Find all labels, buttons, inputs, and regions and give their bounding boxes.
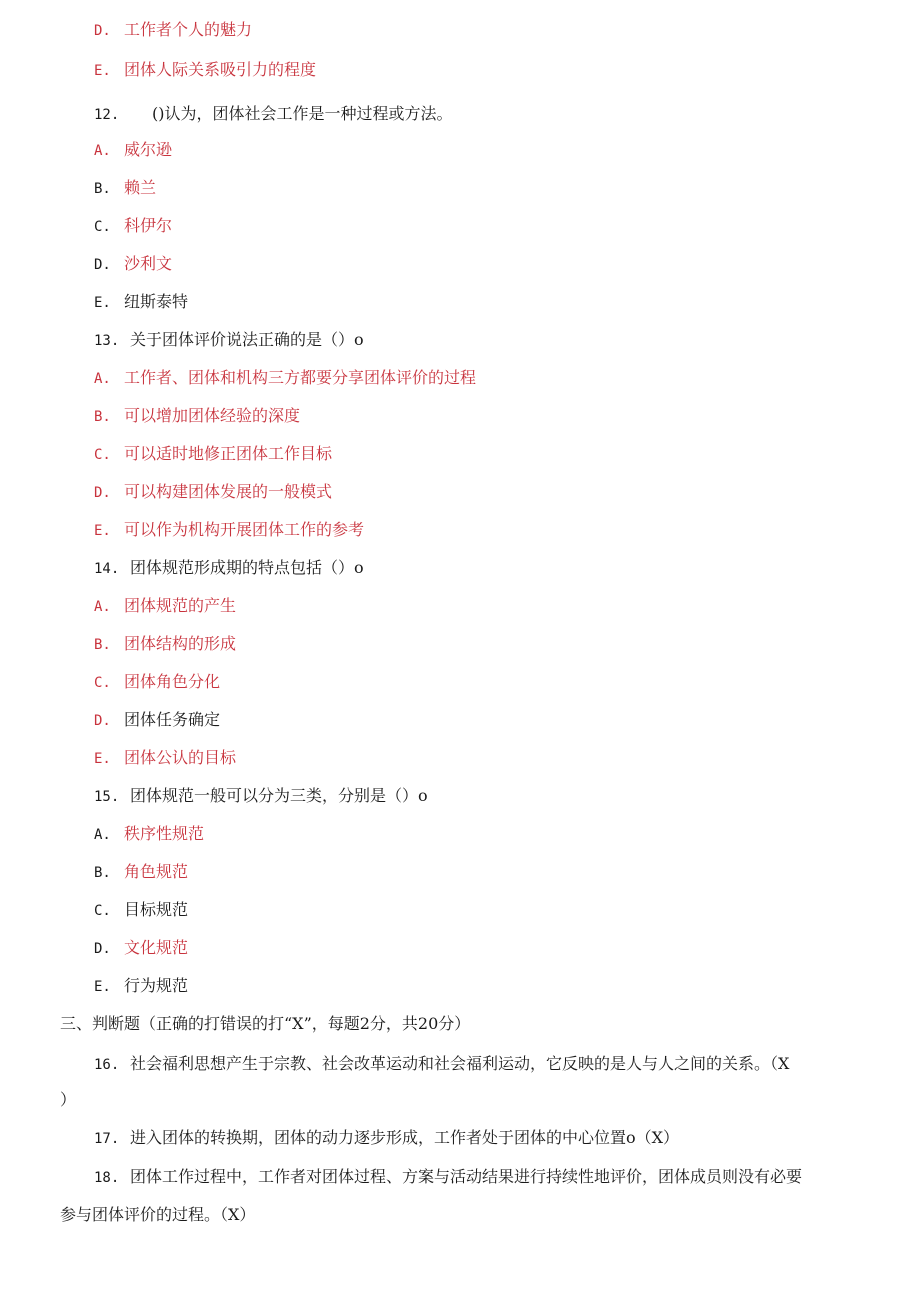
question-text: 团体工作过程中，工作者对团体过程、方案与活动结果进行持续性地评价，团体成员则没有必要 xyxy=(130,1167,803,1186)
q17-stem xyxy=(94,1128,679,1149)
question-text: ()认为，团体社会工作是一种过程或方法。 xyxy=(152,104,453,123)
q12-stem xyxy=(94,104,453,125)
option-text: 可以构建团体发展的一般模式 xyxy=(124,482,333,501)
option-text: 角色规范 xyxy=(124,862,189,881)
option-letter: C. xyxy=(94,219,111,235)
option-letter: A. xyxy=(94,599,111,615)
q15-option-a xyxy=(94,824,204,845)
question-number: 15. xyxy=(94,789,120,805)
q13-option-a xyxy=(94,368,476,389)
q14-option-b xyxy=(94,634,236,655)
option-text: 可以增加团体经验的深度 xyxy=(124,406,301,425)
q15-option-c xyxy=(94,900,188,921)
q18-line2: 参与团体评价的过程。（X） xyxy=(60,1205,256,1224)
option-text: 团体人际关系吸引力的程度 xyxy=(124,60,317,79)
option-text: 工作者、团体和机构三方都要分享团体评价的过程 xyxy=(124,368,477,387)
option-letter: B. xyxy=(94,865,111,881)
option-text: 威尔逊 xyxy=(124,140,173,159)
option-letter: B. xyxy=(94,637,111,653)
option-text: 团体任务确定 xyxy=(124,710,221,729)
question-number: 18. xyxy=(94,1170,120,1186)
question-text: 社会福利思想产生于宗教、社会改革运动和社会福利运动，它反映的是人与人之间的关系。（X xyxy=(130,1054,790,1073)
q16-line2: ） xyxy=(60,1090,77,1109)
option-text: 赖兰 xyxy=(124,178,157,197)
option-text: 科伊尔 xyxy=(124,216,173,235)
question-number: 12. xyxy=(94,107,120,123)
option-letter: A. xyxy=(94,143,111,159)
option-letter: D. xyxy=(94,23,111,39)
question-number: 16. xyxy=(94,1057,120,1073)
q13-option-d xyxy=(94,482,332,503)
option-letter: B. xyxy=(94,181,111,197)
option-text: 纽斯泰特 xyxy=(124,292,189,311)
option-letter: D. xyxy=(94,485,111,501)
question-number: 17. xyxy=(94,1131,120,1147)
option-text: 秩序性规范 xyxy=(124,824,205,843)
option-text: 沙利文 xyxy=(124,254,173,273)
q14-option-a xyxy=(94,596,236,617)
option-letter: D. xyxy=(94,257,111,273)
q12-option-d xyxy=(94,254,172,275)
q18-line1 xyxy=(94,1167,802,1188)
q13-stem xyxy=(94,330,364,351)
q14-option-d xyxy=(94,710,220,731)
option-text: 文化规范 xyxy=(124,938,189,957)
q13-option-c xyxy=(94,444,332,465)
section-heading: 三、判断题（正确的打错误的打“X”，每题2分，共20分） xyxy=(60,1014,471,1033)
q15-option-e xyxy=(94,976,188,997)
q12-option-b xyxy=(94,178,156,199)
q16-line1 xyxy=(94,1054,789,1075)
q11-option-d xyxy=(94,20,252,41)
q12-option-c xyxy=(94,216,172,237)
q14-option-c xyxy=(94,672,220,693)
option-text: 工作者个人的魅力 xyxy=(124,20,253,39)
option-letter: E. xyxy=(94,295,111,311)
option-letter: A. xyxy=(94,827,111,843)
question-text: 进入团体的转换期，团体的动力逐步形成，工作者处于团体的中心位置o（X） xyxy=(130,1128,680,1147)
option-text: 可以适时地修正团体工作目标 xyxy=(124,444,333,463)
q15-option-d xyxy=(94,938,188,959)
q12-option-a xyxy=(94,140,172,161)
q14-option-e xyxy=(94,748,236,769)
option-letter: D. xyxy=(94,941,111,957)
option-letter: C. xyxy=(94,675,111,691)
q15-option-b xyxy=(94,862,188,883)
question-number: 13. xyxy=(94,333,120,349)
option-text: 团体结构的形成 xyxy=(124,634,237,653)
q14-stem xyxy=(94,558,364,579)
option-letter: E. xyxy=(94,63,111,79)
question-number: 14. xyxy=(94,561,120,577)
option-text: 行为规范 xyxy=(124,976,189,995)
option-letter: C. xyxy=(94,903,111,919)
q11-option-e xyxy=(94,60,316,81)
question-text: 团体规范形成期的特点包括（）o xyxy=(130,558,364,577)
option-letter: E. xyxy=(94,751,111,767)
option-letter: E. xyxy=(94,523,111,539)
option-letter: D. xyxy=(94,713,111,729)
option-text: 团体公认的目标 xyxy=(124,748,237,767)
option-letter: A. xyxy=(94,371,111,387)
q13-option-e xyxy=(94,520,364,541)
option-letter: B. xyxy=(94,409,111,425)
option-text: 团体角色分化 xyxy=(124,672,221,691)
option-letter: C. xyxy=(94,447,111,463)
option-text: 团体规范的产生 xyxy=(124,596,237,615)
question-text: 关于团体评价说法正确的是（）o xyxy=(130,330,364,349)
option-letter: E. xyxy=(94,979,111,995)
q13-option-b xyxy=(94,406,300,427)
option-text: 目标规范 xyxy=(124,900,189,919)
q12-option-e xyxy=(94,292,188,313)
q15-stem xyxy=(94,786,428,807)
option-text: 可以作为机构开展团体工作的参考 xyxy=(124,520,365,539)
question-text: 团体规范一般可以分为三类，分别是（）o xyxy=(130,786,428,805)
